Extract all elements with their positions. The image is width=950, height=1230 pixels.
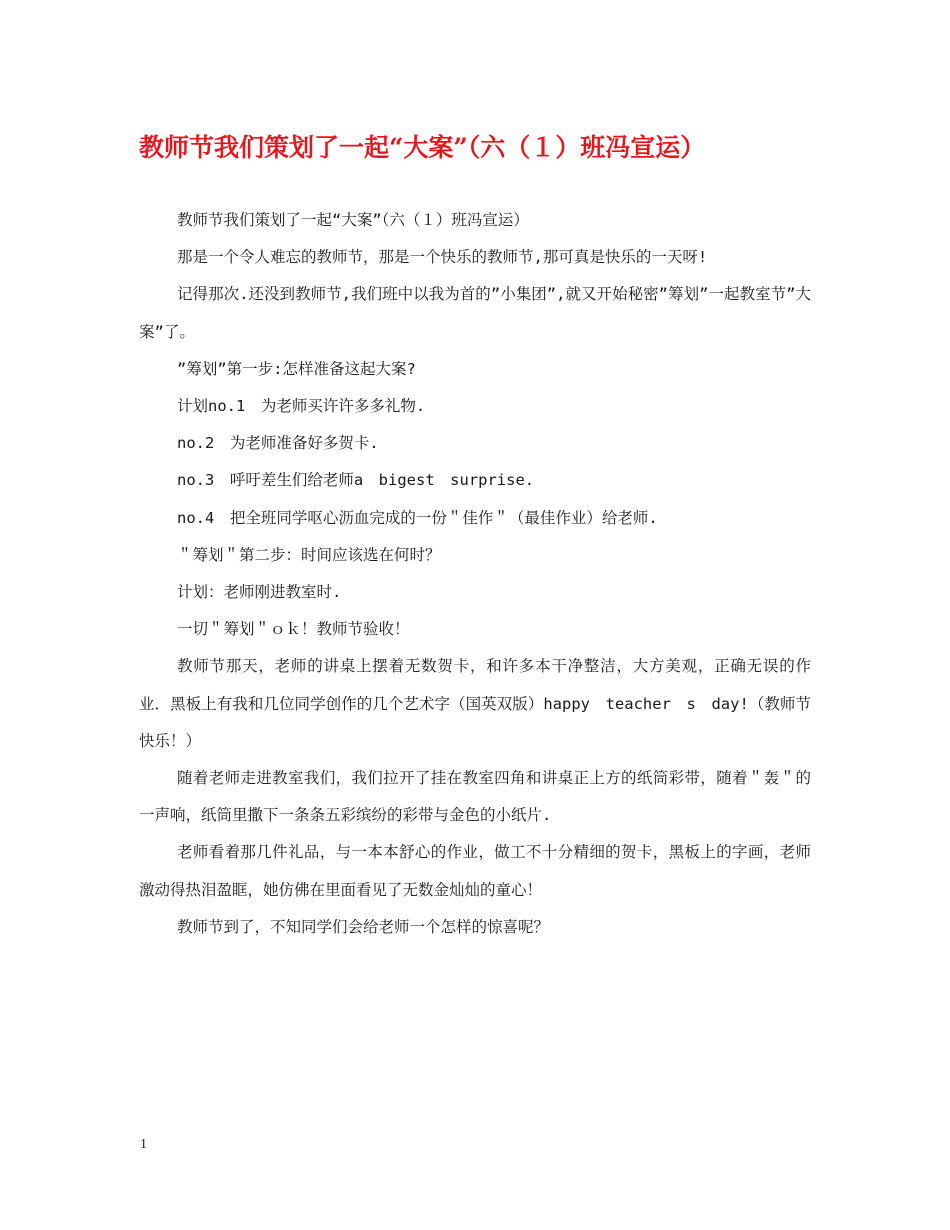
- document-body: [139, 202, 811, 946]
- paragraph: 教师节那天，老师的讲桌上摆着无数贺卡，和许多本干净整洁，大方美观，正确无误的作业．黑板上有我和几位同学创作的几个艺术字（国英双版）happy teacher s day!（教师节快乐！）: [139, 657, 811, 750]
- paragraph: ＂筹划＂第二步：时间应该选在何时？: [177, 545, 441, 564]
- paragraph: 计划no.1 为老师买许许多多礼物.: [177, 397, 426, 416]
- paragraph: 记得那次.还没到教师节,我们班中以我为首的”小集团”,就又开始秘密”筹划”一起教室节”大案”了。: [139, 285, 811, 341]
- document-title: 教师节我们策划了一起“大案”（六（１）班冯宣运）: [139, 133, 706, 162]
- page-number: 1: [140, 1137, 147, 1152]
- paragraph: no.3 呼吁差生们给老师a bigest surprise.: [177, 471, 535, 490]
- paragraph: no.4 把全班同学呕心沥血完成的一份＂佳作＂（最佳作业）给老师.: [177, 508, 658, 527]
- paragraph: 老师看着那几件礼品，与一本本舒心的作业，做工不十分精细的贺卡，黑板上的字画，老师激动得热泪盈眶，她仿佛在里面看见了无数金灿灿的童心！: [139, 843, 811, 899]
- paragraph: ”筹划”第一步:怎样准备这起大案?: [177, 359, 416, 378]
- paragraph: 教师节我们策划了一起“大案”（六（１）班冯宣运）: [177, 211, 529, 229]
- paragraph: 计划：老师刚进教室时.: [177, 583, 342, 602]
- paragraph: 一切＂筹划＂ｏｋ！教师节验收！: [177, 620, 410, 639]
- paragraph: 随着老师走进教室我们，我们拉开了挂在教室四角和讲桌正上方的纸筒彩带，随着＂轰＂的一声响，纸筒里撒下一条条五彩缤纷的彩带与金色的小纸片.: [139, 769, 811, 825]
- paragraph: no.2 为老师准备好多贺卡.: [177, 434, 379, 453]
- paragraph: 教师节到了，不知同学们会给老师一个怎样的惊喜呢？: [177, 917, 550, 936]
- paragraph: 那是一个令人难忘的教师节，那是一个快乐的教师节,那可真是快乐的一天呀!: [177, 248, 708, 267]
